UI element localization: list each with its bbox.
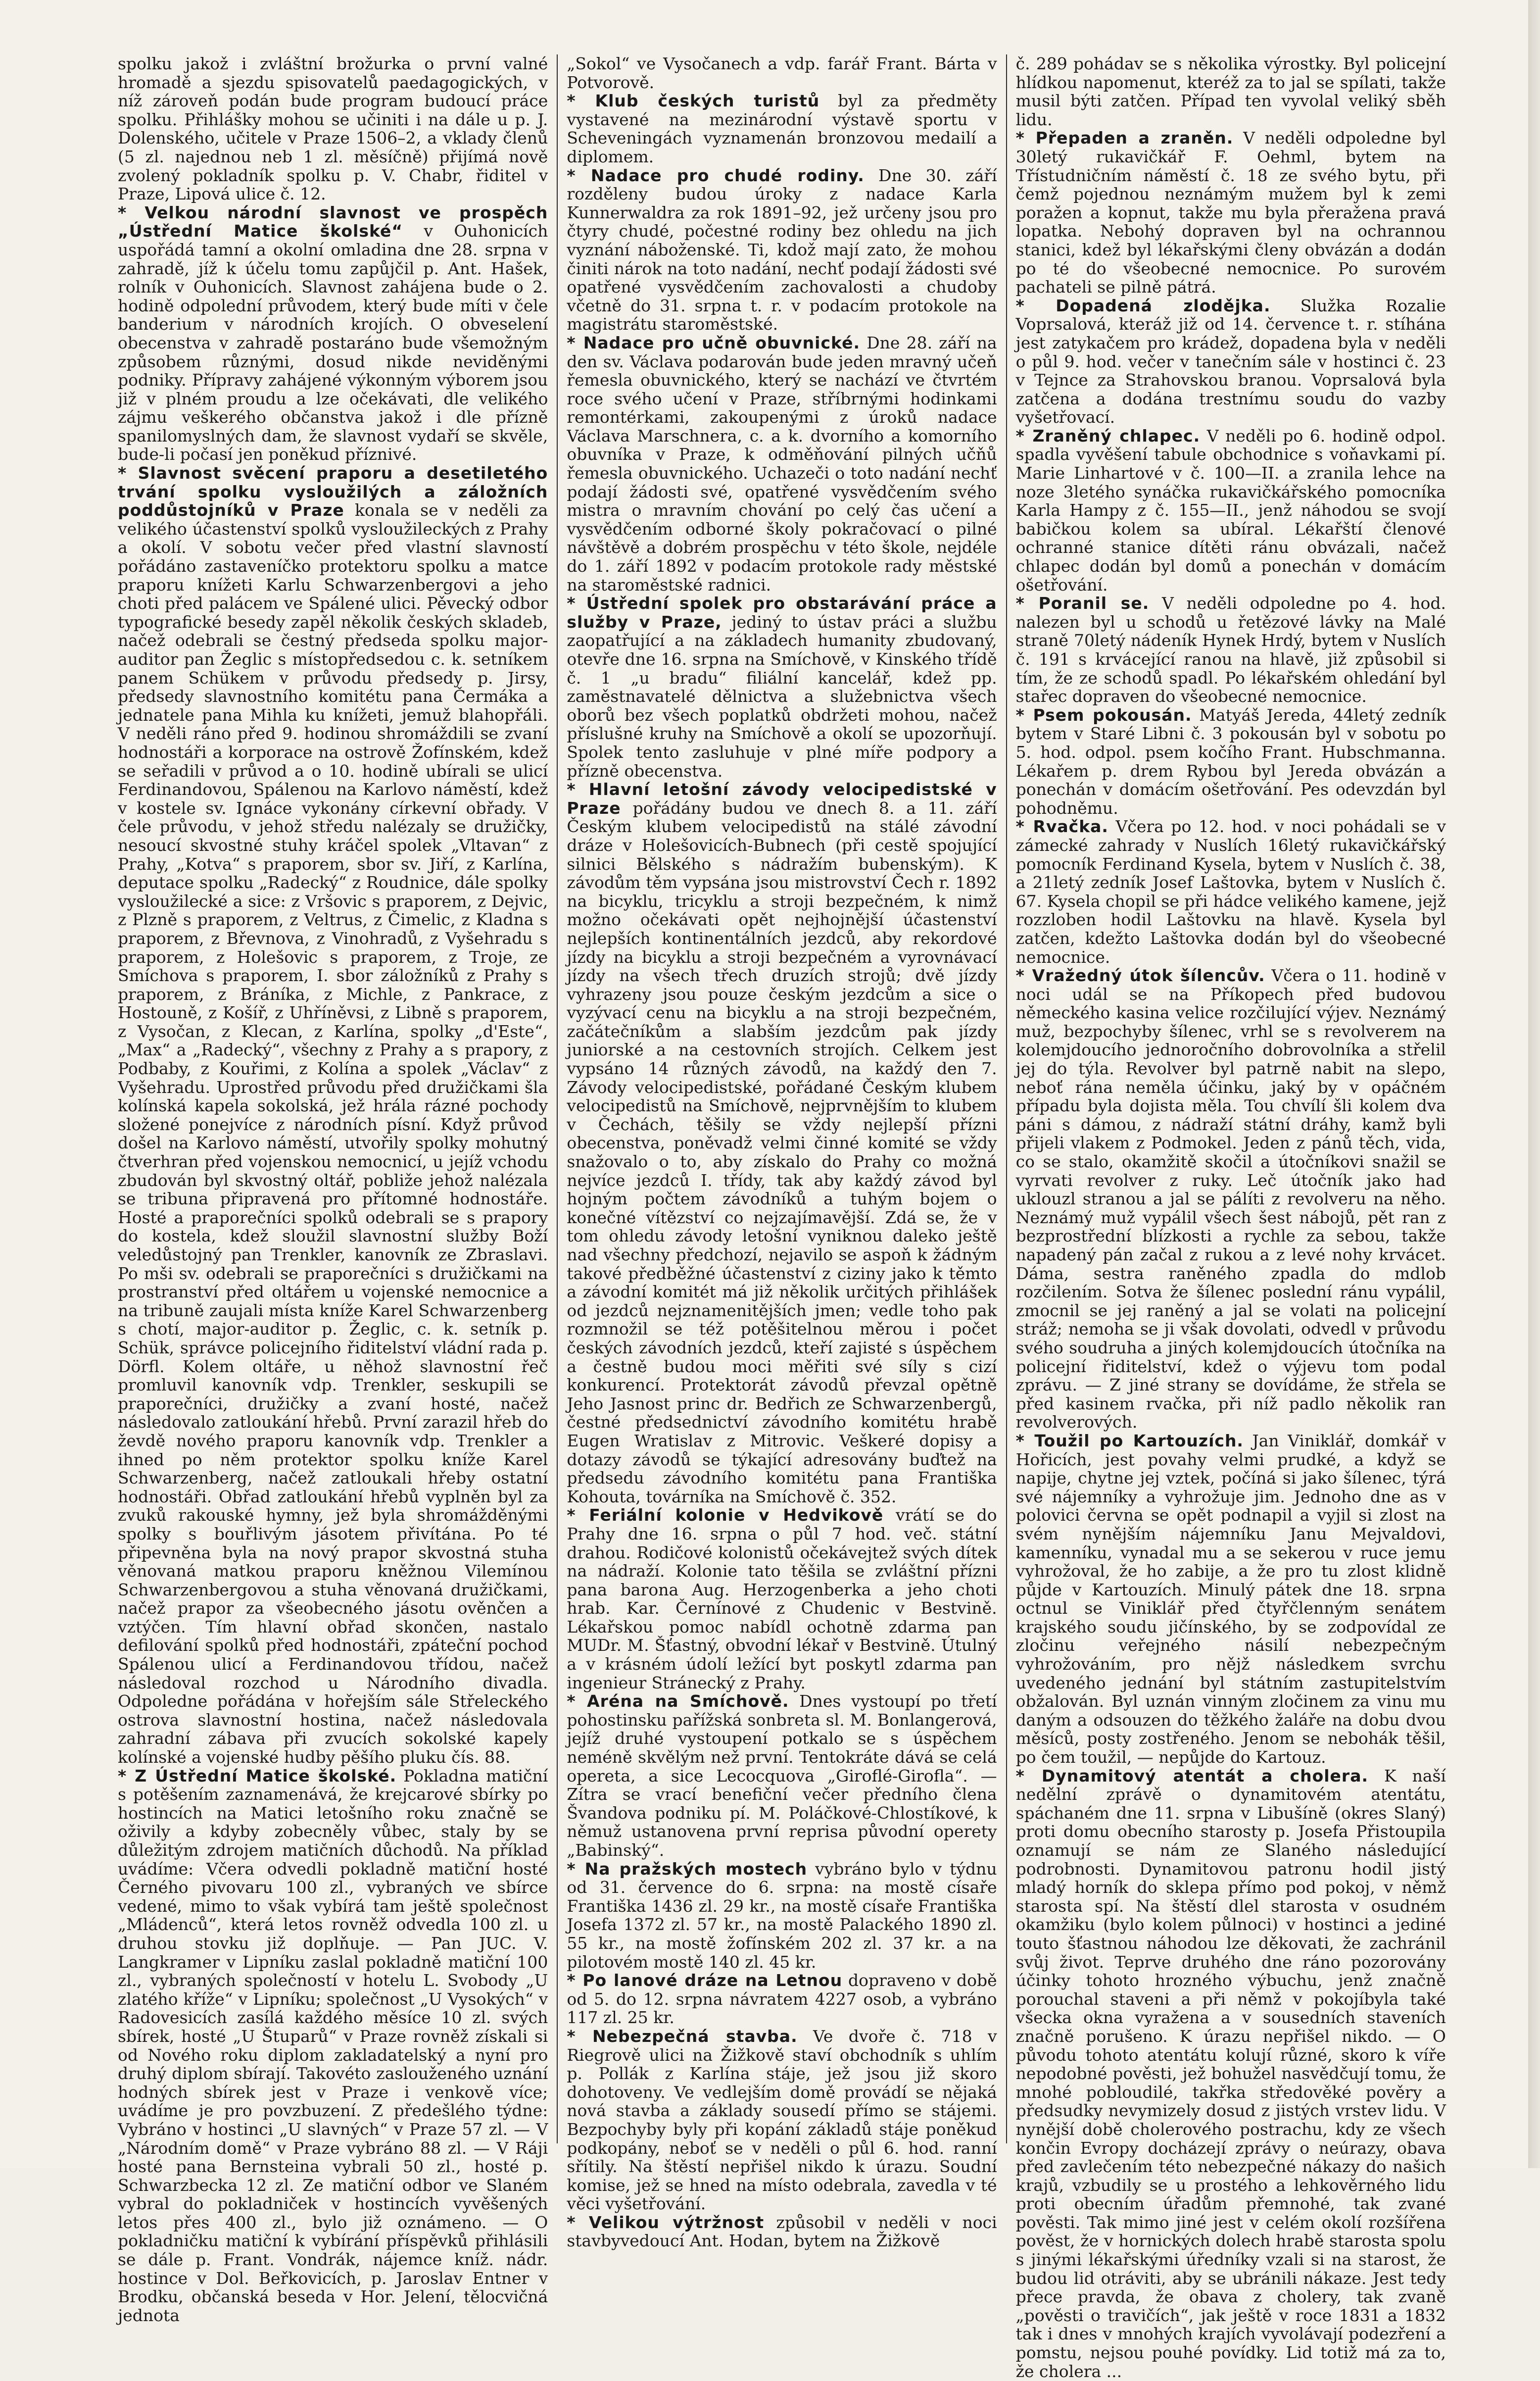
article-body: v Ouhonicích uspořádá tamní a okolní omladina dne 28. srpna v zahradě, jíž k účelu tomu zapůjčil p. Ant. Hašek, rolník v Ouhonicích. Slavnost zahájena bude o 2. hodině odpolední průvodem, který bude míti v čele banderium v národních krojích. O obveselení obecenstva v zahradě postaráno bude všemožným způsobem různými, dosud nikde neviděnými podniky. Přípravy zahájené výkonným výborem jsou již v plném proudu a lze očekávati, dle velikého zájmu veškerého občanstva jakož i dle přízně spanilomyslných dam, že slavnost vydaří se skvěle, bude-li počasí jen poněkud příznivé.: [118, 221, 548, 464]
article-paragraph: [567, 1971, 997, 2027]
article-paragraph: [1016, 966, 1446, 1432]
article-paragraph: [567, 334, 997, 594]
article-body: Služka Rozalie Voprsalová, kteráž již od 14. července t. r. stíhána jest zatykačem pro krádež, dopadena byla v neděli o půl 9. hod. večer v tanečním sále v hostinci č. 23 v Tejnce za Strahovskou branou. Voprsalová byla zatčena a dodána trestnímu soudu do vazby vyšetřovací.: [1015, 296, 1446, 427]
article-paragraph: [1016, 706, 1446, 818]
article-body: Ve dvoře č. 718 v Riegrově ulici na Žižkově staví obchodník s uhlím p. Pollák z Karlína stáje, jež jsou již skoro dohotoveny. Ve vedlejším domě provádí se nějaká nová stavba a základy sousedí přímo se stájemi. Bezpochyby byly při kopání základů stáje poněkud podkopány, neboť se v neděli o půl 6. hod. ranní sřítily. Na štěstí nepřišel nikdo k úrazu. Soudní komise, jež se hned na místo odebrala, zavedla v té věci vyšetřování.: [567, 2026, 997, 2214]
article-paragraph: [118, 464, 548, 1767]
article-body: jediný to ústav práci a službu zaopatřující a na základech humanity zbudovaný, otevře dne 16. srpna na Smíchově, v Kinského třídě č. 1 „u bradu“ filiální kancelář, kdež pp. zaměstnavatelé dělnictva a služebnictva všech oborů bez všech poplatků obdržeti mohou, načež příslušné kruhy na Smíchově a okolí se upozorňují. Spolek tento zasluhuje v plné míře podpory a přízně obecenstva.: [567, 612, 997, 781]
article-paragraph: [1016, 1432, 1446, 1767]
article-heading: * Hlavní letošní závody velocipedistské v Praze: [567, 780, 997, 818]
article-body: konala se v neděli za velikého účastenství spolků vysloužileckých z Prahy a okolí. V sobotu večer před vlastní slavností pořádáno zastaveníčko protektoru spolku a matce praporu knížeti Karlu Schwarzenbergovi a jeho choti před palácem ve Spálené ulici. Pěvecký odbor typografické besedy zapěl několik českých skladeb, načež odebrali se čestný předseda spolku major-auditor pan Žeglic s místopředsedou c. k. setníkem panem Schükem v průvodu předsedy p. Jirsy, předsedy slavnostního komitétu pana Čermáka a jednatele pana Mihla ku knížeti, jemuž blahopřáli. V neděli ráno před 9. hodinou shromáždili se zvaní hodnostáři a korporace na ostrově Žofínském, kdež se seřadili v průvod a o 10. hodině ubírali se ulicí Ferdinandovou, Spálenou na Karlovo náměstí, kdež v kostele sv. Ignáce vykonány církevní obřady. V čele průvodu, v jehož středu nalézaly se družičky, nesoucí skvostné stuhy kráčel spolek „Vltavan“ z Prahy, „Kotva“ s praporem, sbor sv. Jiří, z Karlína, deputace spolku „Radecký“ z Roudnice, dále spolky vysloužilecké a sice: z Vršovic s praporem, z Dejvic, z Plzně s praporem, z Veltrus, z Čimelic, z Kladna s praporem, z Břevnova, z Vinohradů, z Vyšehradu s praporem, z Holešovic s praporem, z Troje, ze Smíchova s praporem, I. sbor záložníků z Prahy s praporem, z Bráníka, z Michle, z Pankrace, z Hostouně, z Košíř, z Uhříněvsi, z Libně s praporem, z Vysočan, z Klecan, z Karlína, spolky „d'Este“, „Max“ a „Radecký“, všechny z Prahy a s prapory, z Podbaby, z Kouřimi, z Kolína a spolek „Václav“ z Vyšehradu. Uprostřed průvodu před družičkami šla kolínská kapela sokolská, jež hrála rázné pochody složené ponejvíce z národních písní. Když průvod došel na Karlovo náměstí, utvořily spolky mohutný čtverhran před vojenskou nemocnicí, u jejíž vchodu zbudován byl skvostný oltář, pobliže jehož nalézala se tribuna připravená pro přítomné hodnostáře. Hosté a praporečníci spolků odebrali se s prapory do kostela, kdež sloužil slavnostní služby Boží veledůstojný pan Trenkler, kanovník ze Zbraslavi. Po mši sv. odebrali se praporečníci s družičkami na prostranství před oltářem u vojenské nemocnice a na tribuně zaujali místa kníže Karel Schwarzenberg s chotí, major-auditor p. Žeglic, c. k. setník p. Schük, správce policejního řiditelství vládní rada p. Dörfl. Kolem oltáře, u něhož slavnostní řeč promluvil kanovník vdp. Trenkler, seskupili se praporečníci, družičky a zvaní hosté, načež následovalo zatloukání hřebů. První zarazil hřeb do ževdě nového praporu kanovník vdp. Trenkler a ihned po něm protektor spolku kníže Karel Schwarzenberg, načež zatloukali hřeby ostatní hodnostáři. Obřad zatloukání hřebů vyplněn byl za zvuků rakouské hymny, jež byla shromážděnými spolky s bouřlivým jásotem přivítána. Po té připevněna byla na nový prapor skvostná stuha věnovaná matkou praporu kněžnou Vilemínou Schwarzenbergovou a stuha věnovaná družičkami, načež prapor za všeobecného jásotu ověnčen a vztýčen. Tím hlavní obřad skončen, nastalo defilování spolků před hodnostáři, zpáteční pochod Spálenou ulicí a Ferdinandovou třídou, načež následoval rozchod u Národního divadla. Odpoledne pořádána v hořejším sále Střeleckého ostrova slavnostní hostina, načež následovala zahradní zábava při zvucích sokolské kapely kolínské a vojenské hudby pěšího pluku čís. 88.: [118, 500, 548, 1767]
article-paragraph: [1016, 817, 1446, 966]
article-heading: * Nebezpečná stavba.: [567, 2026, 798, 2046]
article-heading: * Dynamitový atentát a cholera.: [1015, 1766, 1369, 1786]
article-heading: * Přepaden a zraněn.: [1015, 128, 1234, 148]
article-heading: * Psem pokousán.: [1015, 705, 1192, 725]
article-paragraph: [567, 166, 997, 334]
article-paragraph: [1016, 594, 1446, 706]
page-edge: [1528, 0, 1540, 2168]
article-paragraph: [567, 2213, 997, 2250]
article-body: V neděli odpoledne byl 30letý rukavičkář F. Oehml, bytem na Třístudničním náměstí č. 18 ze svého bytu, při čemž pojednou neznámým mužem byl k zemi poražen a kopnut, takže mu byla přeražena pravá lopatka. Nebohý dopraven byl na ochrannou stanici, kdež byl lékařskými členy obvázán a dodán po té do všeobecné nemocnice. Po surovém pachateli se pilně pátrá.: [1015, 128, 1446, 297]
article-body: V neděli po 6. hodině odpol. spadla vyvěšení tabule obchodnice s voňavkami pí. Marie Linhartové v č. 100—II. a zranila lehce na noze 3letého synáčka rukavičkářského pomocníka Karla Hampy z č. 155—II., jenž náhodou se svojí babičkou kolem sa ubíral. Lékařští členové ochranné stanice dítěti ránu obvázali, načež chlapec dodán byl domů a ponechán v domácím ošetřování.: [1015, 426, 1446, 595]
article-body: byl za předměty vystavené na mezinárodní výstavě sportu v Scheveningách vyznamenán bronzovou medailí a diplomem.: [567, 91, 997, 166]
article-heading: * Vražedný útok šílencův.: [1015, 966, 1265, 986]
article-heading: * Nadace pro chudé rodiny.: [567, 165, 865, 185]
article-body: Pokladna matiční s potěšením zaznamenává, že krejcarové sbírky po hostincích na Matici letošního roku značně se oživily a kdyby zobecněly vůbec, staly by se důležitým zdrojem matičních důchodů. Na příklad uvádíme: Včera odvedli pokladně matiční hosté Černého pivovaru 100 zl., vybraných ve sbírce vedené, mimo to však vybírá tam ještě společnost „Mládenců“, která letos rovněž odvedla 100 zl. u druhou stovku již doplňuje. — Pan JUC. V. Langkramer v Lipníku zaslal pokladně matiční 100 zl., vybraných společností v hotelu L. Svobody „U zlatého kříže“ v Lipníku; společnost „U Vysokých“ v Radovesicích zasílá každého měsíce 10 zl. svých sbírek, hosté „U Štuparů“ v Praze rovněž získali si od Nového roku diplom zakladatelský a nyní pro druhý diplom sbírají. Takovéto zaslouženého uznání hodných sbírek jest v Praze i venkově více; uvádíme je pro povzbuzení. Z předešlého týdne: Vybráno v hostinci „U slavných“ v Praze 57 zl. — V „Národním domě“ v Praze vybráno 88 zl. — V Ráji hosté pana Bernsteina vybrali 50 zl., hosté p. Schwarzbecka 12 zl. Ze matiční odbor ve Slaném vybral do pokladniček v hostincích vyvěšených letos přes 400 zl., bylo již oznámeno. — O pokladničku matiční k vybírání příspěvků přihlásili se dále p. Frant. Vondrák, nájemce kníž. nádr. hostince v Dol. Beřkovicích, p. Jaroslav Entner v Brodku, občanská beseda v Hor. Jelení, tělocvičná jednota: [118, 1766, 548, 2325]
article-heading: * Na pražských mostech: [567, 1859, 808, 1879]
article-heading: * Slavnost svěcení praporu a desetiletého trvání spolku vysloužilých a záložních poddůstojníků v Praze: [118, 463, 548, 520]
article-paragraph: [567, 1692, 997, 1859]
article-paragraph: [567, 1506, 997, 1692]
article-body: Dne 28. září na den sv. Václava podarován bude jeden mravný učeň řemesla obuvnického, který se nachází ve čtvrtém roce svého učení v Praze, stříbrnými hodinkami remontérkami, zakoupenými z úroků nadace Václava Marschnera, c. a k. dvorního a komorního obuvníka v Praze, k odměňování pilných učňů řemesla obuvnického. Uchazeči o toto nadání nechť podají žádosti své, opatřené vysvědčením svého mistra o mravním chování po celý čas učení a vysvědčením odborné školy pokračovací o pilné návštěvě a dobrém prospěchu v této škole, nejdéle do 1. září 1892 v podacím protokole rady městské na staroměstské radnici.: [567, 333, 997, 595]
article-body: způsobil v neděli v noci stavbyvedoucí Ant. Hodan, bytem na Žižkově: [567, 2212, 997, 2251]
article-heading: * Feriální kolonie v Hedvikově: [567, 1505, 884, 1525]
article-body: Včera o 11. hodině v noci udál se na Příkopech před budovou německého kasina velice rozčilující výjev. Neznámý muž, bezpochyby šílenec, vrhl se s revolverem na kolemjdoucího jednoročního dobrovolníka a střelil jej do týla. Revolver byl patrně nabit na slepo, neboť rána neměla účinku, jaký by v opáčném případu byla dojista měla. Tou chvílí šli kolem dva páni s dámou, z nádraží státní dráhy, kamž byli přijeli vlakem z Podmokel. Jeden z pánů těch, vida, co se stalo, okamžitě skočil a útočníkovi snažil se vyrvati revolver z ruky. Leč útočník jako had uklouzl stranou a jal se pálíti z revolveru na něho. Neznámý muž vypálil všech šest nábojů, pět ran z bezprostřední blízkosti a rychle za sebou, takže napadený pán začal z rukou a z levé nohy krvácet. Dáma, sestra raněného zpadla do mdlob rozčilením. Sotva že šílenec poslední ránu vypálil, zmocnil se jej raněný a jal se volati na policejní stráž; nemoha se ji však dovolati, odvedl v průvodu svého soudruha a jiných kolemjdoucích útočníka na policejní řiditelství, kdež o výjevu tom podal zprávu. — Z jiné strany se dovídáme, že střela se před kasinem rvačka, při níž padlo několik ran revolverových.: [1015, 966, 1446, 1432]
article-body: V neděli odpoledne po 4. hod. nalezen byl u schodů u řetězové lávky na Malé straně 70letý nádeník Hynek Hrdý, bytem v Nuslích č. 191 s krvácející ranou na hlavě, již způsobil si tím, že ze schodů spadl. Po lékařském ohledání byl stařec dopraven do všeobecné nemocnice.: [1015, 594, 1446, 706]
article-body: Dne 30. září rozděleny budou úroky z nadace Karla Kunnerwaldra za rok 1891–92, jež určeny jsou pro čtyry chudé, počestné rodiny bez ohledu na jich vyznání náboženské. Ti, kdož mají zato, že mohou činiti nárok na toto nadání, nechť podají žádosti své opatřené vysvědčením zachovalosti a chudoby včetně do 31. srpna t. r. v podacím protokole na magistrátu staroměstské.: [567, 165, 997, 334]
article-paragraph: [1016, 427, 1446, 594]
article-paragraph: [567, 54, 997, 92]
column-3: [1007, 54, 1455, 2381]
article-body: „Sokol“ ve Vysočanech a vdp. farář Frant. Bárta v Potvorově.: [567, 54, 997, 92]
article-body: Matyáš Jereda, 44letý zedník bytem v Staré Libni č. 3 pokousán byl v sobotu po 5. hod. odpol. psem kočího Frant. Hubschmanna. Lékařem p. drem Rybou byl Jereda obvázán a ponechán v domácím ošetřování. Pes odevzdán byl pohodněmu.: [1015, 705, 1446, 818]
article-heading: * Zraněný chlapec.: [1015, 426, 1201, 446]
article-body: Dnes vystoupí po třetí pohostinsku pařížská sonbreta sl. M. Bonlangerová, jejíž druhé vystoupení potkalo se s úspěchem neméně skvělým než první. Tentokráte dává se celá opereta, a sice Lecocquova „Giroflé-Girofla“. — Zítra se vrací benefiční večer předního člena Švandova podniku pí. M. Poláčkové-Chlostíkové, k němuž ustanovena první reprisa původní operety „Babinský“.: [567, 1691, 997, 1860]
article-body: pořádány budou ve dnech 8. a 11. září Českým klubem velocipedistů na stálé závodní dráze v Holešovicích-Bubnech (při cestě spojující silnici Bělského s nádražím bubenským). K závodům těm vypsána jsou mistrovství Čech r. 1892 na bicyklu, tricyklu a stroji bezpečném, k nimž možno očekávati opět nejhojnější účastenství nejlepších kontinentálních jezdců, aby rekordové jízdy na bicyklu a stroji bezpečném a vyrovnávací jízdy na všech třech druzích strojů; dvě jízdy vyhrazeny jsou pouze českým jezdcům a sice o vyzývací cenu na bicyklu a na stroji bezpečném, začátečníkům a slabším jezdcům pak jízdy juniorské a na cestovních strojích. Celkem jest vypsáno 14 různých závodů, na každý den 7. Závody velocipedistské, pořádané Českým klubem velocipedistů na Smíchově, nejprvnějším to klubem v Čechách, těšily se vždy nejlepší přízni obecenstva, poněvadž velmi činné komité se vždy snažovalo o to, aby získalo do Prahy co možná nejvíce jezdců I. třídy, tak aby každý závod byl hojným počtem závodníků a tuhým bojem o konečné vítězství co nejzajímavější. Zdá se, že v tom ohledu závody letošní vyniknou daleko ještě nad všechny předchozí, nejavilo se aspoň k žádným takové předběžné účastenství z ciziny jako k těmto a závodní komitét má již několik určitých přihlášek od jezdců nejznamenitějších jmen; vedle toho pak rozmnožil se též potěšitelnou měrou i počet českých závodních jezdců, kteří zajisté s úspěchem a čestně budou moci měřiti své síly s cizí konkurencí. Protektorát závodů převzal opětně Jeho Jasnost princ dr. Bedřich ze Schwarzenbergů, čestné předsednictví závodního komitétu hrabě Eugen Wratislav z Mitrovic. Veškeré dopisy a dotazy závodů se týkající adresovány buďtež na předsedu závodního komitétu pana Františka Kohouta, továrníka na Smíchově č. 352.: [567, 798, 997, 1506]
article-paragraph: [567, 92, 997, 166]
article-heading: * Velikou výtržnost: [567, 2212, 765, 2232]
article-body: č. 289 pohádav se s několika výrostky. Byl policejní hlídkou napomenut, kteréž za to jal se spílati, takže musil býti zatčen. Případ ten vyvolal veliký sběh lidu.: [1015, 54, 1446, 129]
article-heading: * Po lanové dráze na Letnou: [567, 1971, 843, 1990]
article-body: vrátí se do Prahy dne 16. srpna o půl 7 hod. več. státní drahou. Rodičové kolonistů očekávejtež svých dítek na nádraží. Kolonie tato těšila se zvláštní přízni pana barona Aug. Herzogenberka a jeho choti hrab. Kar. Černínové z Chudenic v Bestvině. Lékařskou pomoc nabídl ochotně zdarma pan MUDr. M. Šťastný, obvodní lékař v Bestvině. Útulný a v krásném údolí ležící byt poskytl zdarma pan ingenieur Stránecký z Prahy.: [567, 1505, 997, 1692]
article-body: K naší nedělní zprávě o dynamitovém atentátu, spáchaném dne 11. srpna v Libušíně (okres Slaný) proti domu obecního starosty p. Josefa Přistoupila oznamují se nám ze Slaného následující podrobnosti. Dynamitovou patronu hodil jistý mladý horník do sklepa přímo pod pokoj, v němž starosta spí. Na štěstí dlel starosta v osudném okamžiku (bylo kolem půlnoci) v hostinci a jediné touto šťastnou náhodou lze děkovati, že zachránil svůj život. Teprve druhého dne ráno pozorovány účinky tohoto hrozného výbuchu, jenž značně porouchal staveni a při němž v pokojíbyla také všecka okna vyražena a v sousedních staveních značně porušeno. K úrazu nepřišel nikdo. — O původu tohoto atentátu kolují různé, skoro k víře nepodobné pověsti, jež bohužel nasvědčují tomu, že mnohé pobloudilé, takřka středověké pověry a předsudky nevymizely dosud z jistých vrstev lidu. V nynější době cholerového postrachu, kdy ze všech končin Evropy docházejí zprávy o neúrazy, obava před zavlečením této nebezpečné nákazy do našich krajů, vzbudily se u prostého a lehkověrného lidu proti obecním úřadům přemnohé, tak zvané pověsti. Tak mimo jiné jest v celém okolí rozšířena pověst, že v hornických dolech hrabě starosta spolu s jinými lékařskými úředníky vzali si na starost, že budou lid otráviti, aby se ubránili nákaze. Jest tedy přece pravda, že obava z cholery, tak zvaně „pověsti o travičích“, jak ještě v roce 1831 a 1832 tak i dnes v mnohých krajích vyvolávají podezření a pomstu, nejsou pouhé povídky. Lid totiž má za to, že cholera ...: [1015, 1766, 1446, 2381]
column-2: [558, 54, 1006, 2251]
article-heading: * Toužil po Kartouzích.: [1015, 1431, 1244, 1450]
article-paragraph: [1016, 1767, 1446, 2381]
article-body: vybráno bylo v týdnu od 31. července do 6. srpna: na mostě císaře Františka 1436 zl. 29 kr., na mostě císaře Františka Josefa 1372 zl. 57 kr., na mostě Palackého 1890 zl. 55 kr., na mostě žofínském 202 zl. 37 kr. a na pilotovém mostě 140 zl. 45 kr.: [567, 1859, 997, 1972]
article-heading: * Ústřední spolek pro obstarávání práce a služby v Praze,: [567, 594, 997, 632]
article-heading: * Klub českých turistů: [567, 91, 820, 111]
article-paragraph: [1016, 129, 1446, 296]
article-paragraph: [567, 780, 997, 1506]
column-1: [109, 54, 557, 2325]
article-body: Včera po 12. hod. v noci pohádali se v zámecké zahrady v Nuslích 16letý rukavičkářský pomocník Ferdinand Kysela, bytem v Nuslích č. 38, a 21letý zedník Josef Laštovka, bytem v Nuslích č. 67. Kysela chopil se při hádce velikého kamene, jejž rozzloben hodil Laštovku na hlavě. Kysela byl zatčen, kdežto Laštovka dodán byl do všeobecné nemocnice.: [1015, 817, 1446, 967]
article-heading: * Nadace pro učně obuvnické.: [567, 333, 861, 352]
columns-container: [109, 54, 1455, 2381]
article-heading: * Dopadená zlodějka.: [1015, 296, 1271, 315]
article-paragraph: [1016, 54, 1446, 129]
article-paragraph: [567, 1860, 997, 1972]
article-heading: * Poranil se.: [1015, 594, 1150, 613]
article-heading: * Z Ústřední Matice školské.: [118, 1766, 397, 1786]
article-body: dopraveno v době od 5. do 12. srpna návratem 4227 osob, a vybráno 117 zl. 25 kr.: [567, 1971, 997, 2028]
article-heading: * Aréna na Smíchově.: [567, 1691, 789, 1711]
article-body: spolku jakož i zvláštní brožurka o první valné hromadě a sjezdu spisovatelů paedagogických, v níž zároveň podán bude program budoucí práce spolku. Přihlášky mohou se učiniti i na dále u p. J. Dolenského, učitele v Praze 1506–2, a vklady členů (5 zl. najednou neb 1 zl. měsíčně) přijímá nově zvolený pokladník spolku p. V. Chabr, řiditel v Praze, Lipová ulice č. 12.: [118, 54, 548, 204]
article-paragraph: [118, 1767, 548, 2325]
article-paragraph: [118, 54, 548, 203]
article-paragraph: [567, 2027, 997, 2213]
article-body: Jan Viniklář, domkář v Hořicích, jest povahy velmi prudké, a když se napije, chytne jej vztek, počíná si jako šílenec, týrá své nájemníky a vyhrožuje jim. Jednoho dne as v polovici června se opět podnapil a vyjil si zlost na svém nynějším nájemníku Janu Mejvaldovi, kamenníku, vynadal mu a se sekerou v ruce jemu vyhrožoval, že ho zabije, a že pro tu zlost klidně půjde v Kartouzích. Minulý pátek dne 18. srpna octnul se Viniklář před čtyřčlenným senátem krajského soudu jičínského, by se zodpovídal ze zločinu veřejného násilí nebezpečným vyhrožováním, pro nějž následkem svrchu uvedeného jednání byl státním zastupitelstvím obžalován. Byl uznán vinným zločinem za vinu mu daným a odsouzen do těžkého žaláře na dobu dvou měsíců, posty zostřeného. Jenom se nebohák těšil, po čem toužil, — nepůjde do Kartouz.: [1015, 1431, 1446, 1767]
article-paragraph: [567, 594, 997, 780]
article-heading: * Rvačka.: [1015, 817, 1108, 837]
article-paragraph: [118, 203, 548, 464]
article-paragraph: [1016, 297, 1446, 427]
article-heading: * Velkou národní slavnost ve prospěch „Ústřední Matice školské“: [118, 202, 548, 241]
